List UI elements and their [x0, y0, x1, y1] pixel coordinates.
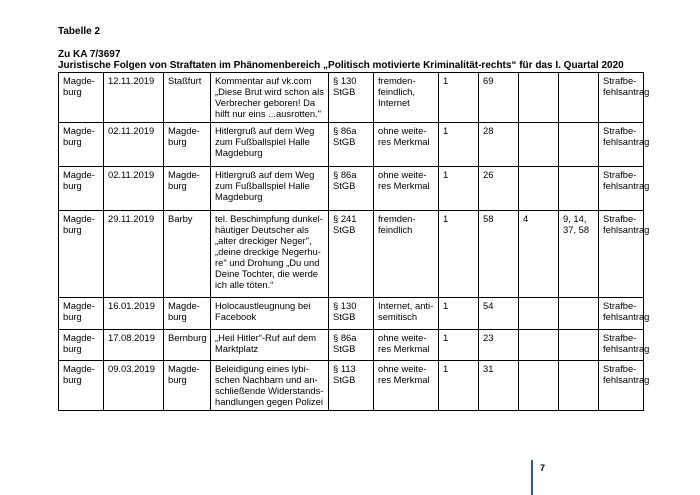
cell-sachverhalt-text: Kommentar auf vk.com „Diese Brut wird schon als Verbrecher geboren! Da hilft nur eins ...ausrotten.": [215, 75, 324, 119]
table-row: [59, 298, 644, 330]
cell-motiv-text: ohne weite- res Merkmal: [378, 169, 430, 191]
cell-col10: [559, 330, 599, 361]
cell-col8-text: 58: [483, 213, 494, 224]
cell-col8-text: 26: [483, 169, 494, 180]
table-subheading: [58, 49, 624, 71]
cell-motiv: [374, 167, 439, 211]
cell-col7: [439, 123, 479, 167]
cell-col8: [479, 298, 519, 330]
cell-datum: [104, 167, 164, 211]
cell-sachverhalt: [211, 298, 329, 330]
cell-folge: [599, 211, 650, 298]
cell-motiv: [374, 361, 439, 411]
cell-paragraph-text: § 241 StGB: [333, 213, 357, 235]
cell-paragraph: [329, 167, 374, 211]
cell-col8-text: 23: [483, 332, 494, 343]
table-title: Tabelle 2: [58, 26, 101, 37]
cell-datum-text: 12.11.2019: [108, 75, 155, 86]
cell-col10: [559, 211, 599, 298]
cell-col9-text: 4: [523, 213, 529, 224]
cell-sachverhalt: [211, 123, 329, 167]
cell-col9: [519, 167, 559, 211]
cell-folge-text: Strafbe- fehlsantrag: [603, 332, 650, 354]
cell-col8-text: 28: [483, 125, 494, 136]
cell-col7: [439, 298, 479, 330]
cell-motiv: [374, 123, 439, 167]
cell-folge-text: Strafbe- fehlsantrag: [603, 363, 650, 385]
cell-col7-text: 1: [443, 300, 449, 311]
cell-col10: [559, 361, 599, 411]
cell-col9: [519, 123, 559, 167]
cell-ort: [59, 361, 104, 411]
cell-col9: [519, 211, 559, 298]
cell-col8: [479, 361, 519, 411]
cell-col10-text: 9, 14, 37, 58: [563, 213, 590, 235]
cell-col9: [519, 330, 559, 361]
cell-motiv-text: ohne weite- res Merkmal: [378, 332, 430, 354]
cell-ort-text: Magde- burg: [63, 332, 95, 354]
cell-tatort: [164, 123, 211, 167]
cell-motiv-text: ohne weite- res Merkmal: [378, 363, 430, 385]
cell-sachverhalt-text: Beleidigung eines lybi- schen Nachbarn und an- schließende Widerstands- handlungen gegen Polizei: [215, 363, 324, 407]
cell-sachverhalt: [211, 73, 329, 123]
cell-col10: [559, 298, 599, 330]
cell-motiv: [374, 73, 439, 123]
cell-paragraph-text: § 130 StGB: [333, 300, 357, 322]
cell-paragraph-text: § 86a StGB: [333, 332, 357, 354]
cell-sachverhalt-text: Hitlergruß auf dem Weg zum Fußballspiel Halle Magdeburg: [215, 125, 315, 158]
cell-ort: [59, 330, 104, 361]
cell-ort-text: Magde- burg: [63, 213, 95, 235]
cell-col8: [479, 73, 519, 123]
cell-tatort: [164, 73, 211, 123]
cell-paragraph: [329, 211, 374, 298]
table-row: [59, 361, 644, 411]
cell-folge: [599, 361, 650, 411]
cell-datum-text: 02.11.2019: [108, 169, 155, 180]
cell-tatort-text: Staßfurt: [168, 75, 202, 86]
cell-folge-text: Strafbe- fehlsantrag: [603, 125, 650, 147]
cell-col7-text: 1: [443, 125, 449, 136]
cell-ort-text: Magde- burg: [63, 300, 95, 322]
cell-ort: [59, 211, 104, 298]
cell-sachverhalt: [211, 167, 329, 211]
data-table: [58, 72, 650, 411]
cell-tatort-text: Magde- burg: [168, 125, 200, 147]
cell-col7-text: 1: [443, 363, 449, 374]
cell-sachverhalt: [211, 211, 329, 298]
cell-tatort: [164, 361, 211, 411]
cell-motiv-text: fremden- feindlich: [378, 213, 416, 235]
cell-paragraph: [329, 73, 374, 123]
cell-col7-text: 1: [443, 75, 449, 86]
cell-col10: [559, 167, 599, 211]
cell-folge: [599, 73, 650, 123]
cell-paragraph: [329, 330, 374, 361]
cell-folge: [599, 167, 650, 211]
cell-col7-text: 1: [443, 213, 449, 224]
page-number-rule: [531, 460, 533, 495]
cell-ort: [59, 298, 104, 330]
cell-sachverhalt-text: tel. Beschimpfung dunkel- häutiger Deutscher als „alter dreckiger Neger", „deine dreckige Negerhu- re" und Drohung „Du und Deine Tochter, die werde ich alle töten.“: [215, 213, 323, 290]
cell-paragraph: [329, 123, 374, 167]
cell-datum: [104, 330, 164, 361]
cell-datum-text: 02.11.2019: [108, 125, 155, 136]
table-caption: Juristische Folgen von Straftaten im Phänomenbereich „Politisch motivierte Kriminalität-rechts“ für das I. Quartal 2020: [58, 60, 624, 71]
cell-tatort: [164, 211, 211, 298]
cell-datum: [104, 123, 164, 167]
cell-tatort: [164, 298, 211, 330]
cell-paragraph: [329, 361, 374, 411]
table-row: [59, 123, 644, 167]
cell-motiv-text: Internet, anti- semitisch: [378, 300, 434, 322]
cell-datum: [104, 211, 164, 298]
cell-tatort-text: Magde- burg: [168, 169, 200, 191]
cell-col7-text: 1: [443, 169, 449, 180]
cell-sachverhalt-text: Holocaustleugnung bei Facebook: [215, 300, 311, 322]
cell-col10: [559, 123, 599, 167]
cell-col10: [559, 73, 599, 123]
cell-motiv: [374, 330, 439, 361]
cell-col7: [439, 73, 479, 123]
cell-motiv-text: ohne weite- res Merkmal: [378, 125, 430, 147]
cell-tatort-text: Bernburg: [168, 332, 207, 343]
cell-paragraph-text: § 86a StGB: [333, 169, 357, 191]
table-row: [59, 73, 644, 123]
cell-folge-text: Strafbe- fehlsantrag: [603, 169, 650, 191]
cell-col9: [519, 73, 559, 123]
table-row: [59, 167, 644, 211]
cell-ort-text: Magde- burg: [63, 363, 95, 385]
cell-ort: [59, 167, 104, 211]
cell-col7: [439, 330, 479, 361]
cell-tatort-text: Magde- burg: [168, 363, 200, 385]
cell-motiv: [374, 298, 439, 330]
table-row: [59, 211, 644, 298]
cell-datum: [104, 298, 164, 330]
cell-folge-text: Strafbe- fehlsantrag: [603, 213, 650, 235]
cell-col9: [519, 361, 559, 411]
cell-sachverhalt-text: Hitlergruß auf dem Weg zum Fußballspiel Halle Magdeburg: [215, 169, 315, 202]
cell-motiv-text: fremden- feindlich, Internet: [378, 75, 416, 108]
cell-ort-text: Magde- burg: [63, 169, 95, 191]
cell-sachverhalt: [211, 361, 329, 411]
cell-folge-text: Strafbe- fehlsantrag: [603, 75, 650, 97]
cell-ort-text: Magde- burg: [63, 75, 95, 97]
cell-tatort-text: Magde- burg: [168, 300, 200, 322]
cell-folge-text: Strafbe- fehlsantrag: [603, 300, 650, 322]
cell-paragraph-text: § 113 StGB: [333, 363, 356, 385]
cell-datum-text: 17.08.2019: [108, 332, 155, 343]
table-body: [59, 73, 650, 411]
cell-sachverhalt: [211, 330, 329, 361]
cell-ort: [59, 73, 104, 123]
cell-motiv: [374, 211, 439, 298]
cell-col9: [519, 298, 559, 330]
cell-col8: [479, 330, 519, 361]
cell-paragraph-text: § 86a StGB: [333, 125, 357, 147]
cell-folge: [599, 330, 650, 361]
table-row: [59, 330, 644, 361]
cell-tatort-text: Barby: [168, 213, 193, 224]
cell-ort: [59, 123, 104, 167]
cell-datum: [104, 73, 164, 123]
cell-datum-text: 09.03.2019: [108, 363, 155, 374]
page-number: 7: [540, 463, 546, 473]
cell-col8: [479, 167, 519, 211]
cell-datum-text: 16.01.2019: [108, 300, 155, 311]
cell-col7: [439, 361, 479, 411]
cell-col7: [439, 211, 479, 298]
cell-folge: [599, 298, 650, 330]
ka-reference: Zu KA 7/3697: [58, 49, 121, 60]
cell-col7: [439, 167, 479, 211]
cell-col8-text: 69: [483, 75, 494, 86]
cell-sachverhalt-text: „Heil Hitler“-Ruf auf dem Marktplatz: [215, 332, 317, 354]
cell-col7-text: 1: [443, 332, 449, 343]
cell-tatort: [164, 167, 211, 211]
cell-ort-text: Magde- burg: [63, 125, 95, 147]
cell-datum: [104, 361, 164, 411]
cell-tatort: [164, 330, 211, 361]
cell-datum-text: 29.11.2019: [108, 213, 155, 224]
cell-col8-text: 54: [483, 300, 494, 311]
cell-folge: [599, 123, 650, 167]
cell-col8: [479, 123, 519, 167]
cell-col8-text: 31: [483, 363, 494, 374]
cell-paragraph: [329, 298, 374, 330]
cell-paragraph-text: § 130 StGB: [333, 75, 357, 97]
cell-col8: [479, 211, 519, 298]
